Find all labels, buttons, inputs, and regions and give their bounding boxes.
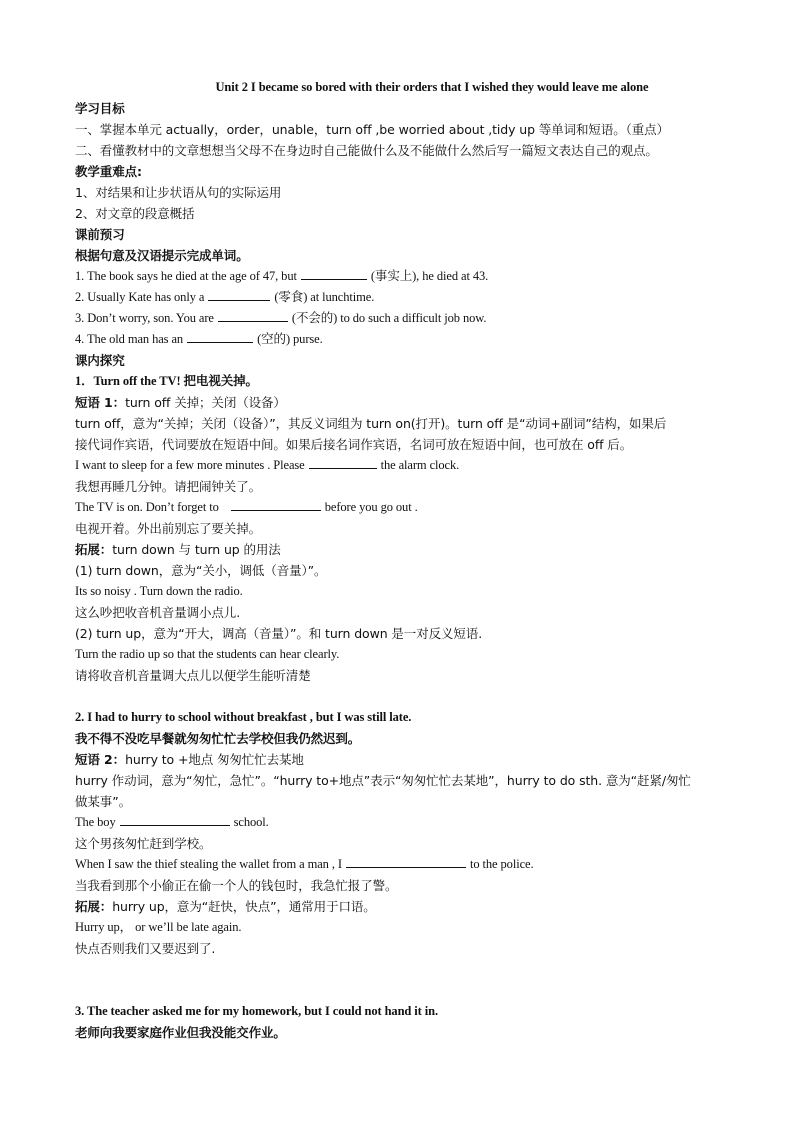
section-2-heading-cn: 我不得不没吃早餐就匆匆忙忙去学校但我仍然迟到。 <box>75 731 361 746</box>
section-2-example-2 <box>75 854 725 875</box>
answer-blank[interactable] <box>187 329 253 343</box>
exercise-text: (事实上), he died at 43. <box>370 269 489 283</box>
key-point-1: 1、对结果和让步状语从句的实际运用 <box>75 185 282 200</box>
extension-label: 拓展： <box>75 542 113 557</box>
section-1-paragraph-2: 接代词作宾语，代词要放在短语中间。如果后接名词作宾语，名词可放在短语中间，也可放在 off 后。 <box>75 437 633 452</box>
exercise-4 <box>75 329 725 350</box>
exercise-text: (空的) purse. <box>257 332 323 346</box>
extension-text: turn down 与 turn up 的用法 <box>112 542 281 557</box>
section-2-paragraph-1: hurry 作动词，意为“匆忙，急忙”。“hurry to+地点”表示“匆匆忙忙去某地”，hurry to do sth. 意为“赶紧/匆忙 <box>75 773 691 788</box>
exercise-1 <box>75 266 725 287</box>
extension-text: hurry up，意为“赶快，快点”，通常用于口语。 <box>112 899 376 914</box>
section-2-extension-cn: 快点否则我们又要迟到了. <box>75 941 216 956</box>
section-1-extension-2-en: Turn the radio up so that the students can hear clearly. <box>75 647 340 661</box>
key-heading: 教学重难点: <box>75 164 142 179</box>
section-1-heading: 1．Turn off the TV! 把电视关掉。 <box>75 374 258 388</box>
key-point-2: 2、对文章的段意概括 <box>75 206 195 221</box>
exercise-text: 4. The old man has an <box>75 332 184 346</box>
section-2-paragraph-2: 做某事”。 <box>75 794 131 809</box>
phrase-text: hurry to +地点 匆匆忙忙去某地 <box>125 752 304 767</box>
section-2-example-2-cn: 当我看到那个小偷正在偷一个人的钱包时，我急忙报了警。 <box>75 878 398 893</box>
section-2-heading: 2. I had to hurry to school without breakfast , but I was still late. <box>75 710 412 724</box>
goal-2: 二、看懂教材中的文章想想当父母不在身边时自己能做什么及不能做什么然后写一篇短文表达自己的观点。 <box>75 143 658 158</box>
example-text: The TV is on. Don’t forget to <box>75 500 219 514</box>
exercise-text: 2. Usually Kate has only a <box>75 290 205 304</box>
section-1-example-1 <box>75 455 725 476</box>
section-1-paragraph-1: turn off，意为“关掉；关闭（设备）”，其反义词组为 turn on(打开)。turn off 是“动词+副词”结构，如果后 <box>75 416 667 431</box>
section-1-phrase <box>75 392 725 413</box>
section-1-extension <box>75 539 725 560</box>
section-1-extension-1: (1) turn down，意为“关小，调低（音量）”。 <box>75 563 327 578</box>
answer-blank[interactable] <box>120 812 230 826</box>
section-1-extension-2: (2) turn up，意为“开大，调高（音量）”。和 turn down 是一对反义短语. <box>75 626 483 641</box>
preview-heading: 课前预习 <box>75 227 125 242</box>
phrase-label: 短语 2： <box>75 752 126 767</box>
page-title: Unit 2 I became so bored with their orders that I wished they would leave me alone <box>215 80 649 94</box>
answer-blank[interactable] <box>208 287 270 301</box>
exercise-text: (零食) at lunchtime. <box>274 290 375 304</box>
section-2-example-1 <box>75 812 725 833</box>
section-3-heading-cn: 老师向我要家庭作业但我没能交作业。 <box>75 1025 286 1040</box>
exercise-2 <box>75 287 725 308</box>
document-page <box>75 77 725 1043</box>
section-1-extension-1-cn: 这么吵把收音机音量调小点儿. <box>75 605 241 620</box>
extension-label: 拓展： <box>75 899 113 914</box>
section-1-example-2-cn: 电视开着。外出前别忘了要关掉。 <box>75 521 262 536</box>
explore-heading: 课内探究 <box>75 353 125 368</box>
section-3-heading: 3. The teacher asked me for my homework, but I could not hand it in. <box>75 1004 439 1018</box>
section-1-example-2 <box>75 497 725 518</box>
exercise-text: 3. Don’t worry, son. You are <box>75 311 214 325</box>
answer-blank[interactable] <box>346 854 466 868</box>
section-2-extension-en: Hurry up， or we’ll be late again. <box>75 920 242 934</box>
section-1-extension-1-en: Its so noisy . Turn down the radio. <box>75 584 243 598</box>
section-1-example-1-cn: 我想再睡几分钟。请把闹钟关了。 <box>75 479 262 494</box>
goals-heading: 学习目标 <box>75 101 125 116</box>
section-2-phrase <box>75 749 725 770</box>
example-text: The boy <box>75 815 116 829</box>
exercise-text: (不会的) to do such a difficult job now. <box>291 311 487 325</box>
phrase-label: 短语 1： <box>75 395 126 410</box>
answer-blank[interactable] <box>218 308 288 322</box>
preview-instruction: 根据句意及汉语提示完成单词。 <box>75 248 249 263</box>
example-text: the alarm clock. <box>380 458 460 472</box>
example-text: before you go out . <box>324 500 418 514</box>
section-1-extension-2-cn: 请将收音机音量调大点儿以便学生能听清楚 <box>75 668 311 683</box>
exercise-3 <box>75 308 725 329</box>
example-text: school. <box>233 815 269 829</box>
answer-blank[interactable] <box>231 497 321 511</box>
example-text: to the police. <box>469 857 534 871</box>
exercise-text: 1. The book says he died at the age of 47, but <box>75 269 297 283</box>
answer-blank[interactable] <box>301 266 367 280</box>
section-2-example-1-cn: 这个男孩匆忙赶到学校。 <box>75 836 212 851</box>
answer-blank[interactable] <box>309 455 377 469</box>
example-text: When I saw the thief stealing the wallet from a man , I <box>75 857 342 871</box>
phrase-text: turn off 关掉；关闭（设备） <box>125 395 286 410</box>
example-text: I want to sleep for a few more minutes . Please <box>75 458 305 472</box>
goal-1: 一、掌握本单元 actually，order，unable，turn off ,be worried about ,tidy up 等单词和短语。（重点） <box>75 122 669 137</box>
section-2-extension <box>75 896 725 917</box>
